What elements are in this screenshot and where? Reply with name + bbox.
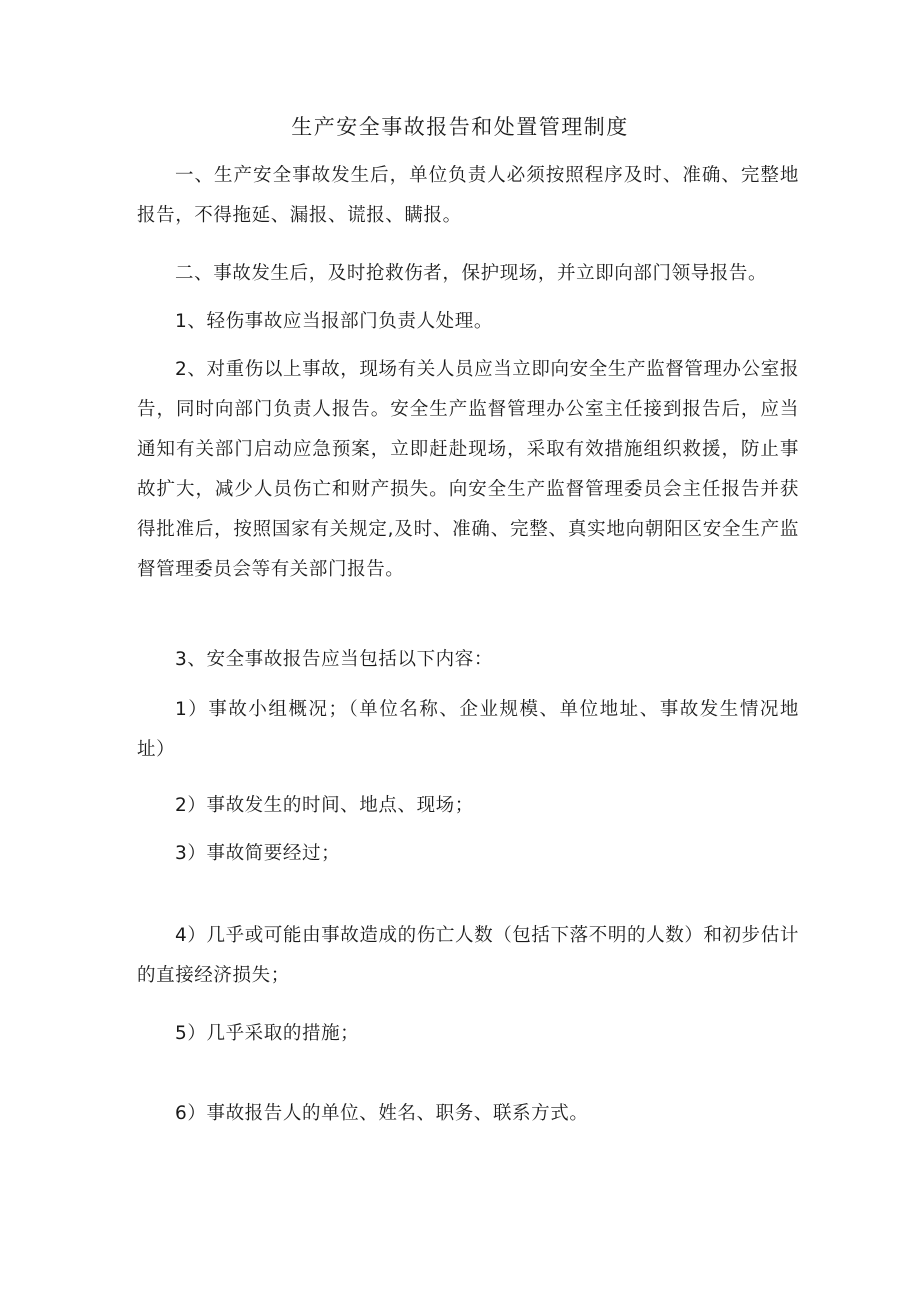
document-title: 生产安全事故报告和处置管理制度	[291, 115, 629, 139]
list-item-measures: 5）几乎采取的措施；	[175, 1023, 360, 1044]
list-item-overview: 1）事故小组概况；（单位名称、企业规模、单位地址、事故发生情况地址）	[137, 699, 799, 760]
list-item-time-place: 2）事故发生的时间、地点、现场；	[175, 795, 474, 816]
paragraph-minor-injury: 1、轻伤事故应当报部门负责人处理。	[175, 311, 493, 332]
list-item-casualties-loss: 4）几乎或可能由事故造成的伤亡人数（包括下落不明的人数）和初步估计的直接经济损失；	[137, 925, 799, 986]
list-item-reporter-info: 6）事故报告人的单位、姓名、职务、联系方式。	[175, 1103, 589, 1124]
list-item-brief-process: 3）事故简要经过；	[175, 843, 341, 864]
paragraph-report-requirement: 一、生产安全事故发生后，单位负责人必须按照程序及时、准确、完整地报告，不得拖延、漏报、谎报、瞒报。	[137, 165, 799, 226]
paragraph-rescue-and-report: 二、事故发生后，及时抢救伤者，保护现场，并立即向部门领导报告。	[175, 263, 768, 284]
paragraph-report-contents: 3、安全事故报告应当包括以下内容：	[175, 649, 493, 670]
paragraph-serious-injury: 2、对重伤以上事故，现场有关人员应当立即向安全生产监督管理办公室报告，同时向部门负责人报告。安全生产监督管理办公室主任接到报告后，应当通知有关部门启动应急预案，立即赶赴现场，采取有效措施组织救援，防止事故扩大，减少人员伤亡和财产损失。向安全生产监督管理委员会主任报告并获得批准后，按照国家有关规定,及时、准确、完整、真实地向朝阳区安全生产监督管理委员会等有关部门报告。	[137, 359, 799, 580]
